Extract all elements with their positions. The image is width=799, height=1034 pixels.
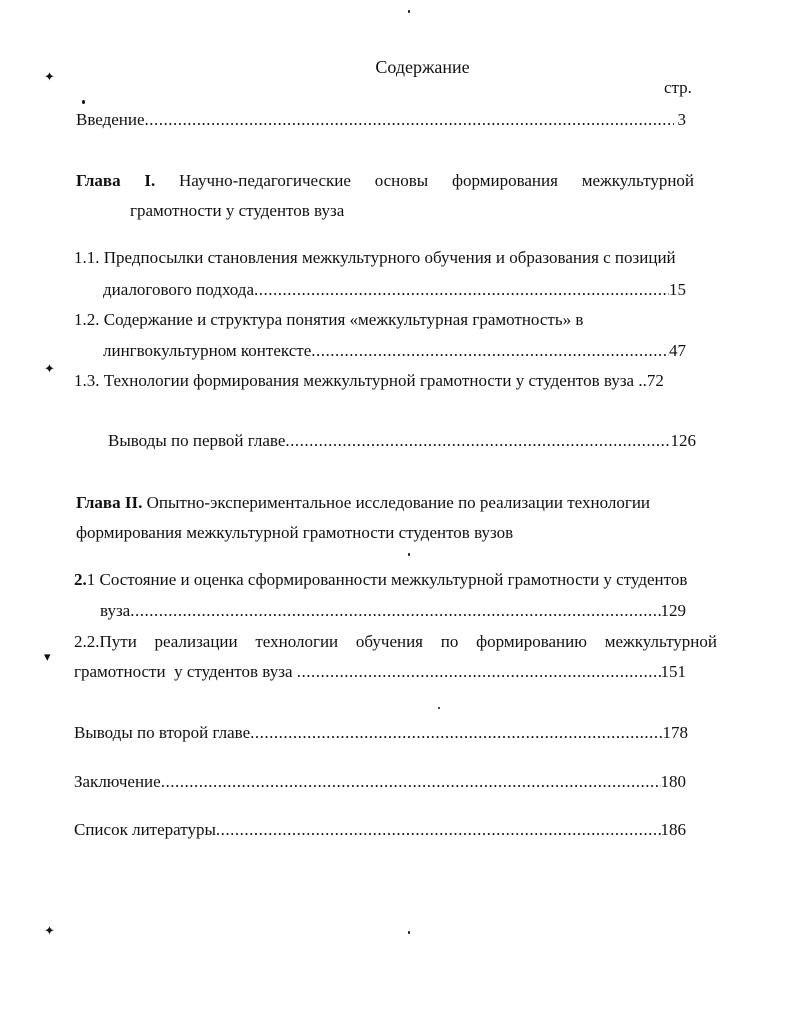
toc-entry-text: грамотности у студентов вуза [74,662,297,681]
toc-entry-conclusions-2[interactable] [74,722,688,744]
entry-word: реализации [154,632,238,651]
toc-entry-text: диалогового подхода [103,280,254,299]
toc-page-number: 186 [660,820,686,839]
toc-entry-conclusions-1[interactable] [108,430,696,452]
entry-word: межкультурной [604,632,717,651]
page-column-label: стр. [664,78,692,97]
toc-page-number: 47 [669,341,686,360]
scan-mark: ✦ [44,923,55,938]
toc-page-number: 3 [677,110,686,129]
toc-entry-references[interactable] [74,819,686,841]
dot-leader [250,722,662,744]
section-number: 2. [74,570,87,589]
scan-speck [408,553,410,556]
heading-word: формирования [451,171,558,190]
toc-entry-1-2[interactable] [103,340,686,362]
scan-speck [408,931,410,934]
heading-word: основы [374,171,429,190]
entry-word: обучения [355,632,424,651]
scan-mark: ▾ [44,649,51,664]
toc-entry-2-2[interactable] [74,661,686,683]
scan-mark: ✦ [44,361,55,376]
toc-page-number: 15 [669,280,686,299]
toc-entry-text: Заключение [74,772,161,791]
toc-entry-text: Выводы по первой главе [108,431,286,450]
chapter-2-heading[interactable] [76,492,650,514]
chapter-label: Глава II. [76,493,143,512]
chapter-label: Глава I. [76,171,156,190]
chapter-1-heading-line2: грамотности у студентов вуза [130,201,345,220]
dot-leader [216,819,661,841]
toc-page-number: 178 [662,723,688,742]
toc-entry-1-1[interactable] [103,279,686,301]
toc-entry-text: вуза [100,601,131,620]
chapter-title: Опытно-экспериментальное исследование по реализации технологии [146,493,651,512]
dot-leader [311,340,669,362]
toc-page-number: 180 [660,772,686,791]
dot-leader [297,661,661,683]
toc-entry-2-2-line1[interactable] [74,631,717,653]
toc-entry-text: Список литературы [74,820,216,839]
entry-word: по [440,632,459,651]
toc-entry-conclusion[interactable] [74,771,686,793]
entry-word: технологии [255,632,339,651]
toc-title: Содержание [375,57,470,77]
dot-leader [130,600,660,622]
chapter-2-heading-line2: формирования межкультурной грамотности студентов вузов [76,523,514,542]
toc-entry-2-1[interactable] [100,600,686,622]
toc-entry-2-1-line1[interactable] [74,569,687,591]
scan-speck [438,707,440,709]
scan-mark: ✦ [44,69,55,84]
dot-leader [161,771,661,793]
toc-entry-intro[interactable] [76,109,686,131]
toc-entry-text: лингвокультурном контексте [103,341,312,360]
toc-entry-1-3[interactable]: 1.3. Технологии формирования межкультурной грамотности у студентов вуза ..72 [74,371,664,390]
toc-page-number: 151 [660,662,686,681]
dot-leader [285,430,670,452]
heading-word: межкультурной [581,171,695,190]
toc-entry-text: Выводы по второй главе [74,723,251,742]
toc-entry-1-1-line1[interactable]: 1.1. Предпосылки становления межкультурного обучения и образования с позиций [74,248,676,267]
toc-entry-1-2-line1[interactable]: 1.2. Содержание и структура понятия «межкультурная грамотность» в [74,310,584,329]
toc-entry-text: Введение [76,110,145,129]
section-title: 1 Состояние и оценка сформированности межкультурной грамотности у студентов [86,570,688,589]
toc-page-number: 129 [660,601,686,620]
dot-leader [145,109,674,131]
entry-word: формированию [476,632,587,651]
dot-leader [254,279,669,301]
scan-speck [82,100,85,104]
entry-word: 2.2.Пути [74,632,137,651]
scan-speck [408,10,410,13]
toc-page-number: 126 [670,431,696,450]
chapter-1-heading[interactable] [76,170,694,192]
heading-word: Научно-педагогические [178,171,351,190]
